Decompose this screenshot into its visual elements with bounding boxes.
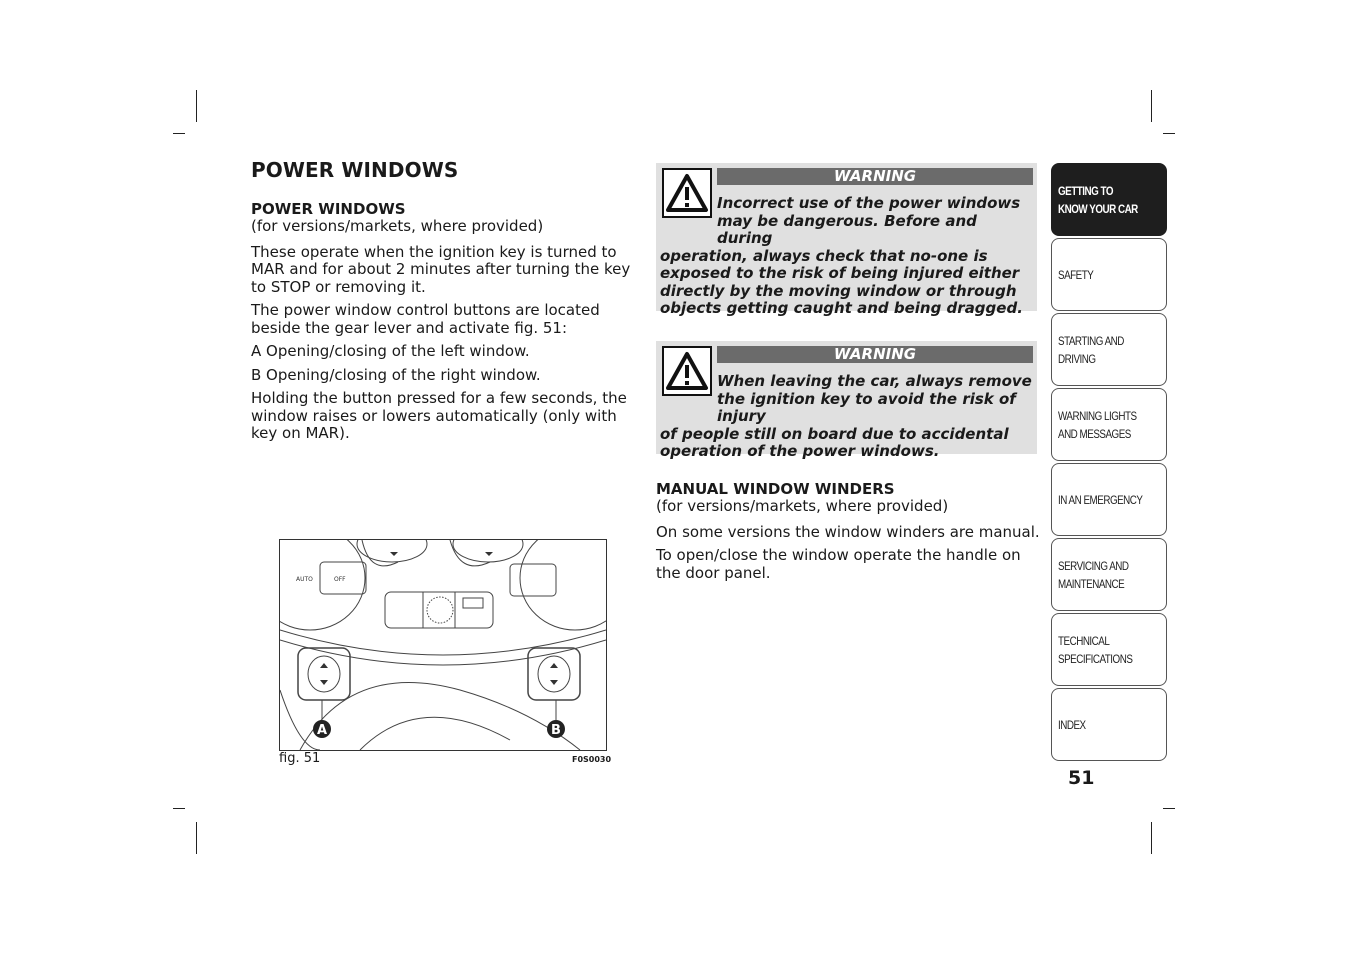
- figure-caption: fig. 51: [279, 751, 321, 766]
- dashboard-illustration: [280, 540, 606, 750]
- tab-index[interactable]: [1051, 688, 1167, 761]
- paragraph: To open/close the window operate the handle on the door panel.: [656, 546, 1021, 582]
- paragraph: These operate when the ignition key is turned to MAR and for about 2 minutes after turning the key to STOP or removing it.: [251, 242, 631, 296]
- page-title: POWER WINDOWS: [251, 158, 459, 182]
- tab-label: TECHNICAL SPECIFICATIONS: [1058, 633, 1133, 666]
- off-label: OFF: [334, 576, 346, 583]
- manual-title: MANUAL WINDOW WINDERS: [656, 480, 895, 498]
- list-item-a: A Opening/closing of the left window.: [251, 342, 530, 360]
- crop-mark: [1151, 822, 1152, 854]
- crop-mark: [1151, 90, 1152, 122]
- callout-a: A: [316, 723, 328, 738]
- section-subtitle: POWER WINDOWS: [251, 200, 406, 218]
- tab-label: GETTING TO KNOW YOUR CAR: [1058, 183, 1138, 216]
- tab-label: SERVICING AND MAINTENANCE: [1058, 558, 1129, 591]
- warning-box-2: [656, 341, 1037, 460]
- warning-title: WARNING: [717, 168, 1033, 185]
- tab-in-an-emergency[interactable]: [1051, 463, 1167, 536]
- crop-mark: [196, 90, 197, 122]
- warning-lead: Incorrect use of the power windows may be dangerous. Before and during: [717, 194, 1021, 247]
- manual-winders-section: [656, 480, 1041, 588]
- tab-starting-and-driving[interactable]: [1051, 313, 1167, 386]
- warning-title: WARNING: [717, 346, 1033, 363]
- manual-note: (for versions/markets, where provided): [656, 497, 949, 515]
- paragraph: On some versions the window winders are manual.: [656, 522, 1040, 541]
- tab-warning-lights[interactable]: [1051, 388, 1167, 461]
- tab-label: IN AN EMERGENCY: [1058, 492, 1143, 507]
- warning-text: [660, 195, 1032, 318]
- list-item-b: B Opening/closing of the right window.: [251, 365, 541, 384]
- tab-servicing[interactable]: [1051, 538, 1167, 611]
- figure-code: F0S0030: [572, 755, 612, 764]
- tab-getting-to-know-your-car[interactable]: [1051, 163, 1167, 236]
- callout-b: B: [551, 723, 561, 738]
- warning-rest: of people still on board due to accidental operation of the power windows.: [660, 424, 1009, 460]
- auto-label: AUTO: [296, 576, 313, 583]
- section-note: (for versions/markets, where provided): [251, 217, 544, 235]
- warning-rest: operation, always check that no-one is exposed to the risk of being injured either directly by the moving window or through objects getting caught and being dragged.: [660, 246, 1023, 317]
- crop-mark: [173, 133, 185, 134]
- crop-mark: [1163, 808, 1175, 809]
- tab-label: INDEX: [1058, 717, 1086, 732]
- crop-mark: [1163, 133, 1175, 134]
- warning-box-1: [656, 163, 1037, 317]
- tab-label: WARNING LIGHTS AND MESSAGES: [1058, 408, 1137, 441]
- paragraph: The power window control buttons are located beside the gear lever and activate fig. 51:: [251, 301, 600, 337]
- page-number: 51: [1068, 767, 1095, 789]
- figure-51: [279, 539, 607, 751]
- warning-text: [660, 373, 1032, 461]
- warning-lead: When leaving the car, always remove the ignition key to avoid the risk of injury: [717, 372, 1032, 425]
- tab-safety[interactable]: [1051, 238, 1167, 311]
- tab-label: STARTING AND DRIVING: [1058, 333, 1124, 366]
- tab-label: SAFETY: [1058, 267, 1094, 282]
- tab-technical-specifications[interactable]: [1051, 613, 1167, 686]
- crop-mark: [173, 808, 185, 809]
- power-windows-section: [251, 158, 636, 449]
- paragraph: Holding the button pressed for a few seconds, the window raises or lowers automatically (only with key on MAR).: [251, 389, 627, 442]
- crop-mark: [196, 822, 197, 854]
